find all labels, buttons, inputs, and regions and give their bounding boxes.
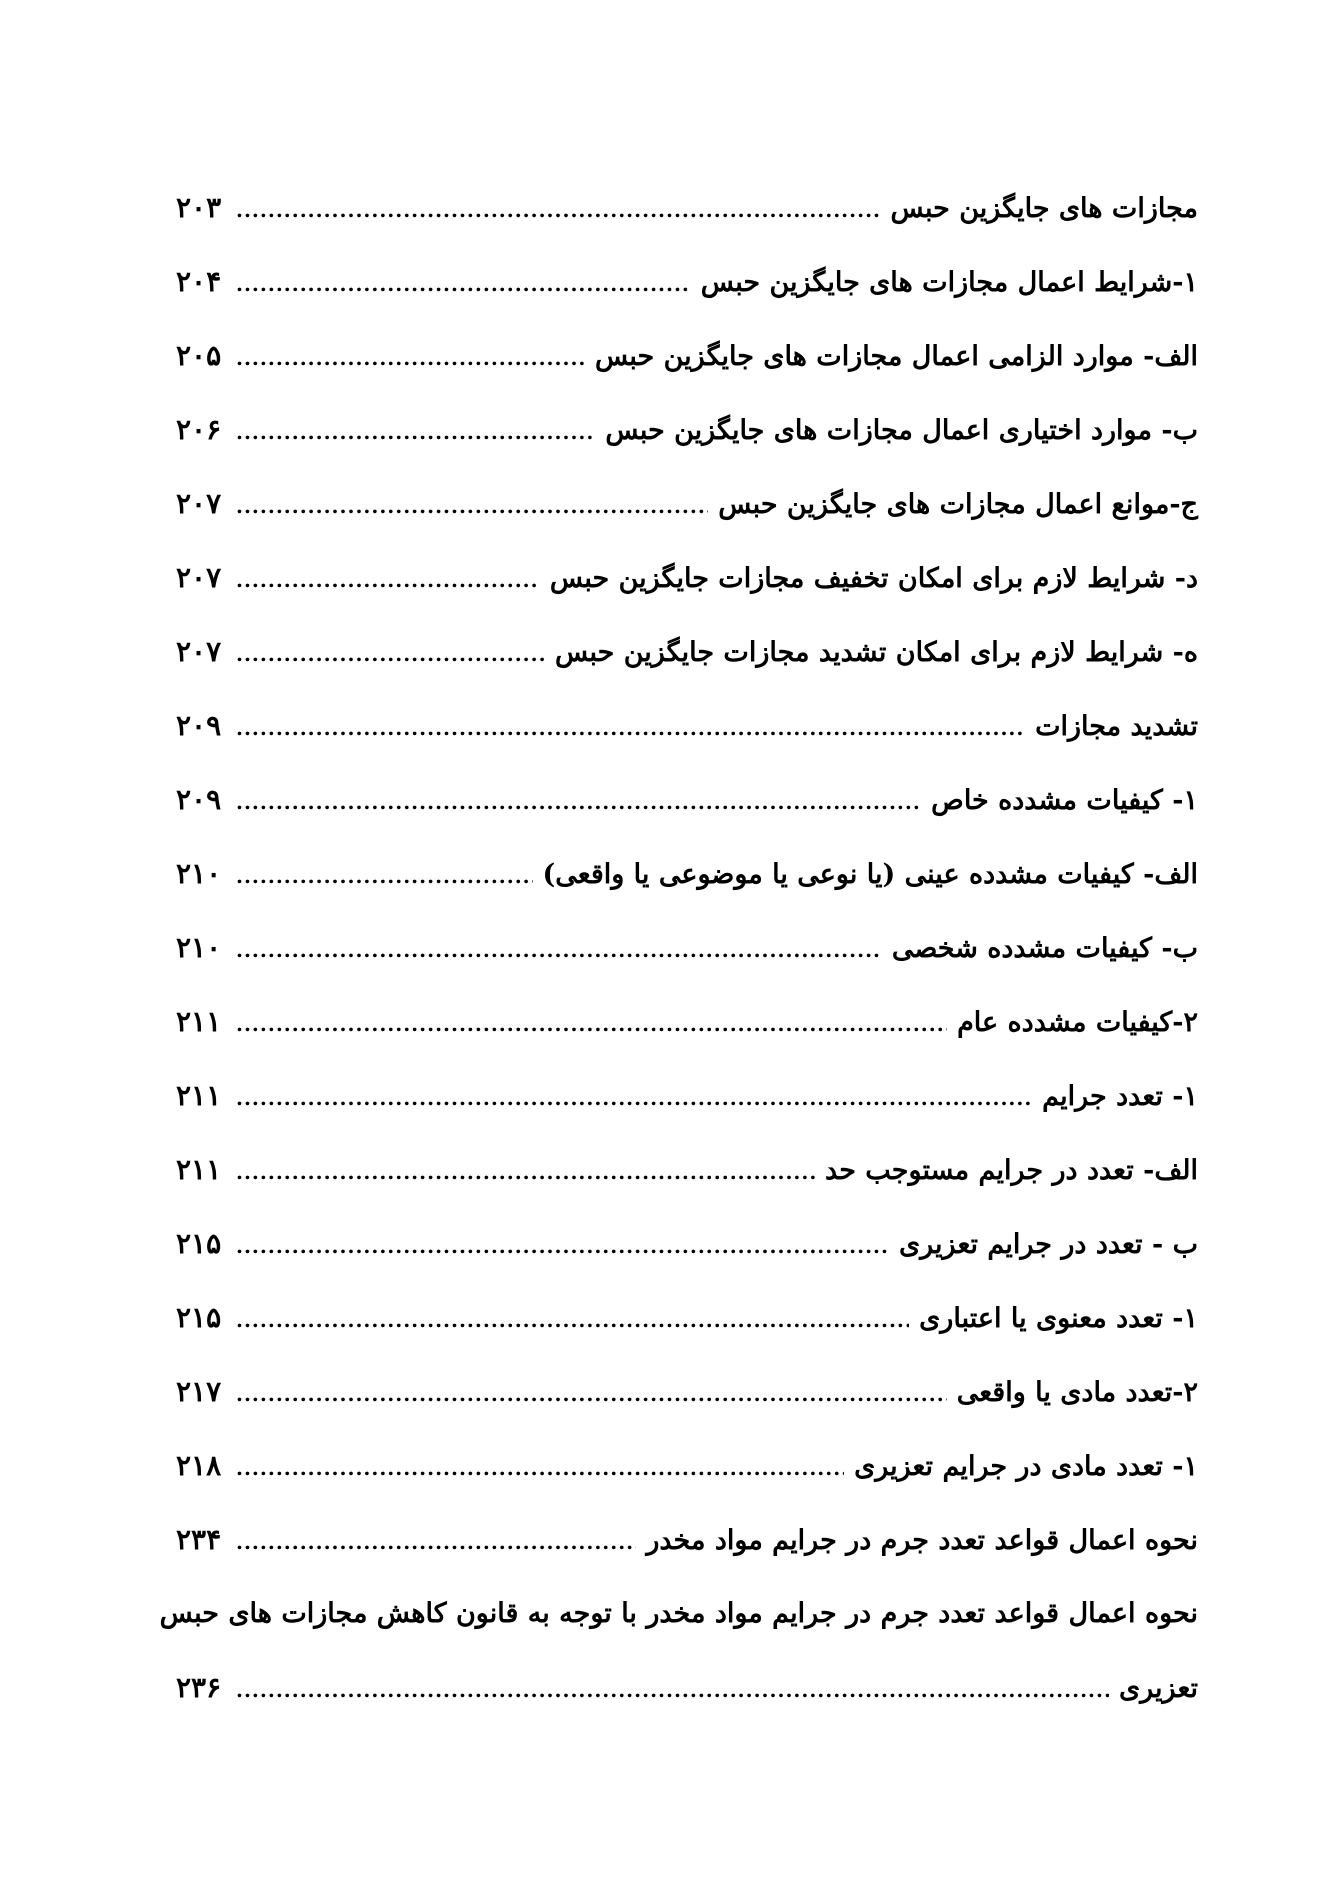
dot-leader: [236, 1142, 815, 1202]
dot-leader: [236, 846, 533, 906]
toc-entry-page-number: ۲۱۰: [176, 931, 222, 964]
toc-entry-page-number: ۲۰۷: [176, 561, 222, 594]
dot-leader: [236, 698, 1025, 758]
toc-entry-page-number: ۲۱۵: [176, 1227, 222, 1260]
toc-entry[interactable]: [176, 1140, 1198, 1214]
toc-entry[interactable]: [176, 178, 1198, 252]
toc-entry[interactable]: [176, 622, 1198, 696]
toc-entry[interactable]: [176, 1362, 1198, 1436]
toc-entry-wrapped-line2[interactable]: [176, 1658, 1198, 1732]
toc-entry-wrapped-line1: [159, 1584, 1198, 1658]
toc-entry-page-number: ۲۱۱: [176, 1153, 222, 1186]
dot-leader: [236, 1512, 636, 1572]
toc-entry-title: د- شرایط لازم برای امکان تخفیف مجازات جایگزین حبس: [549, 563, 1198, 594]
table-of-contents: [159, 178, 1198, 1732]
toc-entry-title: مجازات های جایگزین حبس: [890, 193, 1198, 224]
dot-leader: [236, 1290, 909, 1350]
toc-entry-page-number: ۲۰۹: [176, 709, 222, 742]
dot-leader: [236, 1068, 1032, 1128]
dot-leader: [236, 772, 921, 832]
toc-entry-page-number: ۲۱۷: [176, 1375, 222, 1408]
toc-entry-title: ۱- تعدد معنوی یا اعتباری: [919, 1303, 1198, 1334]
dot-leader: [236, 1660, 1109, 1720]
toc-entry-title: ۱- تعدد مادی در جرایم تعزیری: [854, 1451, 1198, 1482]
toc-entry-title: ۱-شرایط اعمال مجازات های جایگزین حبس: [700, 267, 1198, 298]
toc-entry[interactable]: [176, 1066, 1198, 1140]
toc-entry[interactable]: [176, 1214, 1198, 1288]
toc-entry-page-number: ۲۳۴: [176, 1523, 222, 1556]
toc-entry[interactable]: [176, 770, 1198, 844]
dot-leader: [236, 624, 545, 684]
toc-entry-title: الف- موارد الزامی اعمال مجازات های جایگزین حبس: [594, 341, 1198, 372]
toc-entry-page-number: ۲۱۱: [176, 1005, 222, 1038]
toc-entry[interactable]: [176, 992, 1198, 1066]
dot-leader: [236, 550, 540, 610]
toc-entry-title: تشدید مجازات: [1035, 711, 1198, 742]
dot-leader: [236, 254, 691, 314]
toc-entry-title: ۱- تعدد جرایم: [1042, 1081, 1198, 1112]
toc-entry[interactable]: [176, 252, 1198, 326]
toc-entry-title: ۲-کیفیات مشدده عام: [957, 1007, 1198, 1038]
toc-entry-title: ه- شرایط لازم برای امکان تشدید مجازات جایگزین حبس: [555, 637, 1198, 668]
toc-entry-page-number: ۲۰۵: [176, 339, 222, 372]
toc-entry[interactable]: [176, 1436, 1198, 1510]
toc-entry[interactable]: [176, 696, 1198, 770]
dot-leader: [236, 1216, 889, 1276]
toc-entry-title: نحوه اعمال قواعد تعدد جرم در جرایم مواد مخدر با توجه به قانون کاهش مجازات های حبس: [159, 1598, 1198, 1629]
toc-entry-page-number: ۲۱۵: [176, 1301, 222, 1334]
toc-entry[interactable]: [176, 918, 1198, 992]
dot-leader: [236, 476, 708, 536]
toc-entry[interactable]: [176, 1510, 1198, 1584]
toc-entry-page-number: ۲۰۶: [176, 413, 222, 446]
toc-entry-title: تعزیری: [1119, 1673, 1198, 1704]
toc-entry-page-number: ۲۰۴: [176, 265, 222, 298]
toc-entry-page-number: ۲۳۶: [176, 1671, 222, 1704]
toc-entry-page-number: ۲۰۷: [176, 487, 222, 520]
toc-entry-title: الف- کیفیات مشدده عینی (یا نوعی یا موضوعی یا واقعی): [542, 859, 1198, 890]
dot-leader: [236, 402, 595, 462]
toc-entry[interactable]: [176, 548, 1198, 622]
toc-entry[interactable]: [176, 400, 1198, 474]
dot-leader: [236, 1438, 844, 1498]
toc-entry[interactable]: [176, 326, 1198, 400]
toc-entry-page-number: ۲۰۹: [176, 783, 222, 816]
dot-leader: [236, 920, 882, 980]
toc-entry[interactable]: [176, 844, 1198, 918]
toc-entry-page-number: ۲۰۳: [176, 191, 222, 224]
toc-entry-title: ب - تعدد در جرایم تعزیری: [899, 1229, 1198, 1260]
toc-entries: [176, 178, 1198, 1584]
toc-entry-page-number: ۲۱۸: [176, 1449, 222, 1482]
toc-entry[interactable]: [176, 474, 1198, 548]
toc-entry-title: ۲-تعدد مادی یا واقعی: [956, 1377, 1198, 1408]
toc-entry-title: ب- کیفیات مشدده شخصی: [891, 933, 1198, 964]
toc-entry-title: ب- موارد اختیاری اعمال مجازات های جایگزین حبس: [605, 415, 1198, 446]
toc-entry-title: نحوه اعمال قواعد تعدد جرم در جرایم مواد مخدر: [646, 1525, 1198, 1556]
dot-leader: [236, 328, 585, 388]
dot-leader: [236, 994, 947, 1054]
toc-entry-page-number: ۲۰۷: [176, 635, 222, 668]
dot-leader: [236, 180, 881, 240]
toc-entry-title: ۱- کیفیات مشدده خاص: [931, 785, 1198, 816]
toc-entry-title: الف- تعدد در جرایم مستوجب حد: [825, 1155, 1198, 1186]
toc-entry-page-number: ۲۱۰: [176, 857, 222, 890]
dot-leader: [236, 1364, 947, 1424]
toc-entry-title: ج-موانع اعمال مجازات های جایگزین حبس: [718, 489, 1198, 520]
toc-entry-page-number: ۲۱۱: [176, 1079, 222, 1112]
toc-entry[interactable]: [176, 1288, 1198, 1362]
